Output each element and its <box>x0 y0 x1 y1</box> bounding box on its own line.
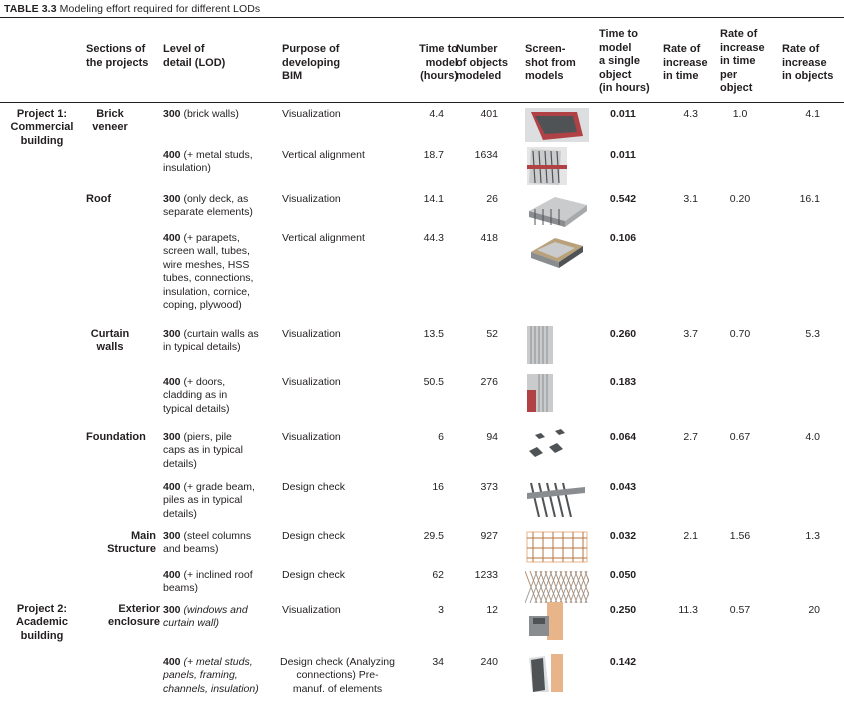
lod-description: screen wall, tubes, <box>163 245 250 258</box>
header-purpose <box>282 43 372 84</box>
project-label <box>0 603 84 643</box>
single-cell: 0.183 <box>609 376 637 388</box>
header-screenshot <box>525 43 585 84</box>
lod-level: 400 <box>163 569 181 581</box>
project-label <box>0 108 84 148</box>
lod-description: (curtain walls as <box>183 328 259 340</box>
header-single-line: model <box>599 41 632 54</box>
lod-description: (brick walls) <box>183 108 239 120</box>
rate-obj-cell: 4.1 <box>805 108 820 120</box>
section-label <box>86 193 146 206</box>
lod-cell <box>163 656 281 696</box>
purpose-cell-line: Visualization <box>282 431 341 443</box>
objects-cell: 52 <box>486 328 498 340</box>
purpose-cell-line: manuf. of elements <box>292 682 383 695</box>
header-screenshot-line: shot from <box>525 56 576 69</box>
lod-line <box>163 604 281 617</box>
objects-cell: 94 <box>486 431 498 443</box>
time-cell: 44.3 <box>423 232 444 244</box>
single-cell: 0.106 <box>609 232 637 244</box>
roof-beams-render <box>525 567 589 605</box>
steel-frame-render <box>525 528 589 566</box>
section-label-line: Roof <box>86 193 112 205</box>
lod-description: (+ parapets, <box>183 232 240 244</box>
objects-cell: 26 <box>486 193 498 205</box>
lod-level: 300 <box>163 604 181 616</box>
header-objects-line: Number <box>456 43 498 55</box>
lod-line <box>163 376 281 389</box>
lod-cell <box>163 108 281 121</box>
lod-cell <box>163 481 281 521</box>
lod-level: 400 <box>163 481 181 493</box>
lod-description: curtain wall) <box>163 617 220 630</box>
purpose-cell <box>282 431 397 444</box>
section-label <box>86 431 166 444</box>
lod-line <box>163 206 281 219</box>
rate-per-cell: 1.0 <box>732 108 748 120</box>
header-rate-per-line: Rate of <box>720 28 758 40</box>
lod-description: channels, insulation) <box>163 682 259 695</box>
lod-description: (windows and <box>183 604 248 616</box>
header-rate-obj-line: Rate of <box>782 43 820 55</box>
lod-level: 300 <box>163 108 181 120</box>
lod-description: (only deck, as <box>183 193 249 205</box>
top-rule <box>0 17 844 18</box>
header-rate-per-line: object <box>720 82 753 94</box>
header-rate-obj <box>782 43 842 84</box>
header-lod-line: detail (LOD) <box>163 56 226 69</box>
rate-per-cell: 0.67 <box>729 431 751 443</box>
time-cell: 4.4 <box>429 108 444 120</box>
purpose-cell <box>282 530 397 543</box>
lod-line <box>163 389 281 402</box>
time-cell: 34 <box>432 656 444 668</box>
lod-line <box>163 193 281 206</box>
lod-level: 400 <box>163 656 181 668</box>
lod-level: 300 <box>163 328 181 340</box>
header-single-line: Time to <box>599 28 638 40</box>
time-cell: 50.5 <box>423 376 444 388</box>
lod-line <box>163 245 281 258</box>
single-cell: 0.043 <box>609 481 637 493</box>
rate-time-cell: 2.7 <box>683 431 698 443</box>
header-time-line: Time to <box>419 43 458 55</box>
single-cell: 0.250 <box>609 604 637 616</box>
lod-description: separate elements) <box>163 206 253 219</box>
objects-cell: 240 <box>480 656 498 668</box>
objects-cell: 373 <box>480 481 498 493</box>
purpose-cell <box>282 232 397 245</box>
header-purpose-line: BIM <box>282 70 303 82</box>
lod-description: panels, framing, <box>163 669 238 682</box>
lod-description: wire meshes, HSS <box>163 258 250 271</box>
table-title: Modeling effort required for different LODs <box>56 3 261 15</box>
rate-per-cell: 0.57 <box>729 604 751 616</box>
purpose-cell-line: Vertical alignment <box>282 232 365 244</box>
header-lod-line: Level of <box>163 43 205 55</box>
section-label-line: Curtain <box>90 328 130 340</box>
purpose-cell-line: Visualization <box>282 108 341 120</box>
brick-wall-render <box>525 106 589 144</box>
rate-obj-cell: 16.1 <box>799 193 820 205</box>
header-single <box>599 28 663 96</box>
section-label-line: veneer <box>92 121 128 134</box>
header-sections <box>86 43 166 70</box>
lod-description: insulation, cornice, <box>163 285 250 298</box>
lod-cell <box>163 232 281 312</box>
project-label-line: building <box>20 629 64 642</box>
grade-beam-render <box>525 479 589 517</box>
lod-description: (+ metal studs, <box>183 149 253 161</box>
single-cell: 0.050 <box>609 569 637 581</box>
section-label-line: enclosure <box>108 616 160 629</box>
objects-cell: 1233 <box>474 569 498 581</box>
lod-line <box>163 403 281 416</box>
lod-line <box>163 494 281 507</box>
rate-time-cell: 4.3 <box>683 108 698 120</box>
single-cell: 0.142 <box>609 656 637 668</box>
rate-per-cell: 0.70 <box>729 328 751 340</box>
lod-description: (+ grade beam, <box>183 481 255 493</box>
roof-detail-render <box>525 230 589 268</box>
section-label <box>86 530 156 557</box>
header-single-line: a single <box>599 55 640 67</box>
header-rate-per <box>720 28 776 96</box>
lod-line <box>163 569 281 582</box>
lod-description: tubes, connections, <box>163 272 254 285</box>
window-render <box>525 602 589 640</box>
header-rate-obj-line: increase <box>782 56 827 69</box>
lod-cell <box>163 530 281 557</box>
time-cell: 3 <box>438 604 444 616</box>
lod-line <box>163 286 281 299</box>
time-cell: 6 <box>438 431 444 443</box>
purpose-cell-line: Visualization <box>282 376 341 388</box>
metal-studs-render <box>525 147 589 185</box>
lod-line <box>163 299 281 312</box>
header-rule <box>0 102 844 103</box>
header-rate-time-line: Rate of <box>663 43 701 55</box>
header-time <box>402 43 458 84</box>
header-screenshot-line: models <box>525 70 564 82</box>
lod-line <box>163 543 281 556</box>
lod-level: 300 <box>163 193 181 205</box>
objects-cell: 401 <box>480 108 498 120</box>
pile-caps-render <box>525 429 589 467</box>
lod-description: typical details) <box>163 402 230 415</box>
lod-cell <box>163 569 281 596</box>
lod-line <box>163 232 281 245</box>
table-number: TABLE 3.3 <box>4 3 57 15</box>
header-rate-obj-line: in objects <box>782 70 834 82</box>
single-cell: 0.260 <box>609 328 637 340</box>
single-cell: 0.032 <box>609 530 637 542</box>
lod-line <box>163 431 281 444</box>
purpose-cell-line: Design check <box>282 530 346 542</box>
purpose-cell-line: Vertical alignment <box>282 149 365 161</box>
lod-line <box>163 617 281 630</box>
curtain-wall-doors-render <box>525 374 589 412</box>
time-cell: 18.7 <box>423 149 444 161</box>
lod-description: details) <box>163 457 197 470</box>
time-cell: 14.1 <box>423 193 444 205</box>
purpose-cell-line: Design check (Analyzing <box>280 656 395 668</box>
lod-description: (+ doors, <box>183 376 226 388</box>
rate-time-cell: 3.7 <box>683 328 698 340</box>
header-screenshot-line: Screen- <box>525 43 566 55</box>
purpose-cell <box>282 604 397 617</box>
rate-time-cell: 11.3 <box>678 604 698 616</box>
objects-cell: 418 <box>480 232 498 244</box>
single-cell: 0.064 <box>609 431 637 443</box>
section-label-line: Foundation <box>86 431 146 443</box>
objects-cell: 276 <box>480 376 498 388</box>
lod-line <box>163 656 281 669</box>
objects-cell: 12 <box>486 604 498 616</box>
purpose-cell <box>282 481 397 494</box>
time-cell: 16 <box>432 481 444 493</box>
section-label <box>86 603 160 630</box>
lod-line <box>163 341 281 354</box>
lod-description: caps as in typical <box>163 444 243 457</box>
project-label-line: Project 1: <box>16 108 68 120</box>
objects-cell: 927 <box>480 530 498 542</box>
header-rate-per-line: per <box>720 68 738 81</box>
section-label-line: Main <box>130 530 156 542</box>
lod-level: 400 <box>163 149 181 161</box>
header-purpose-line: developing <box>282 56 341 69</box>
purpose-cell-line: Visualization <box>282 604 341 616</box>
lod-description: insulation) <box>163 162 211 175</box>
section-label-line: Structure <box>107 543 156 556</box>
rate-obj-cell: 20 <box>808 604 820 616</box>
roof-deck-render <box>525 191 589 229</box>
section-label-line: Exterior <box>118 603 160 615</box>
lod-line <box>163 149 281 162</box>
lod-line <box>163 328 281 341</box>
lod-cell <box>163 376 281 416</box>
lod-line <box>163 582 281 595</box>
lod-cell <box>163 149 281 176</box>
lod-level: 300 <box>163 431 181 443</box>
lod-description: (+ inclined roof <box>183 569 253 581</box>
header-single-line: object <box>599 68 632 81</box>
header-objects-line: of objects <box>456 56 508 69</box>
purpose-cell <box>282 193 397 206</box>
single-cell: 0.011 <box>610 149 636 161</box>
lod-cell <box>163 328 281 355</box>
header-time-line: (hours) <box>420 70 458 82</box>
lod-description: cladding as in <box>163 389 228 402</box>
section-label <box>86 328 134 355</box>
project-label-line: Project 2: <box>16 603 68 615</box>
lod-line <box>163 458 281 471</box>
rate-time-cell: 2.1 <box>683 530 698 542</box>
header-rate-per-line: in time <box>720 55 756 67</box>
rate-obj-cell: 4.0 <box>805 431 820 443</box>
purpose-cell <box>282 376 397 389</box>
project-label-line: building <box>20 134 64 147</box>
lod-description: and beams) <box>163 543 219 556</box>
header-time-line: model <box>425 56 458 69</box>
section-label-line: Brick <box>96 108 124 120</box>
time-cell: 29.5 <box>423 530 444 542</box>
lod-line <box>163 108 281 121</box>
purpose-cell-line: Visualization <box>282 193 341 205</box>
rate-per-cell: 0.20 <box>729 193 751 205</box>
purpose-cell <box>282 149 397 162</box>
section-label <box>86 108 134 135</box>
purpose-cell-line: Visualization <box>282 328 341 340</box>
purpose-cell-line: connections) Pre- <box>296 669 379 682</box>
lod-line <box>163 508 281 521</box>
purpose-cell <box>282 108 397 121</box>
rate-per-cell: 1.56 <box>729 530 751 542</box>
single-cell: 0.542 <box>609 193 637 205</box>
lod-line <box>163 259 281 272</box>
lod-line <box>163 669 281 682</box>
rate-time-cell: 3.1 <box>683 193 698 205</box>
lod-description: (piers, pile <box>183 431 232 443</box>
lod-line <box>163 683 281 696</box>
lod-line <box>163 481 281 494</box>
header-sections-line: Sections of <box>86 43 146 55</box>
project-label-line: Academic <box>16 616 68 629</box>
header-single-line: (in hours) <box>599 82 650 94</box>
lod-description: piles as in typical <box>163 494 243 507</box>
time-cell: 13.5 <box>423 328 444 340</box>
lod-line <box>163 444 281 457</box>
header-purpose-line: Purpose of <box>282 43 340 55</box>
lod-level: 400 <box>163 232 181 244</box>
header-rate-time-line: increase <box>663 56 708 69</box>
curtain-wall-render <box>525 326 589 364</box>
header-rate-time <box>663 43 719 84</box>
purpose-cell <box>282 328 397 341</box>
time-cell: 62 <box>432 569 444 581</box>
header-rate-per-line: increase <box>720 41 765 54</box>
purpose-cell-line: Design check <box>282 481 346 493</box>
lod-line <box>163 272 281 285</box>
purpose-cell-line: Design check <box>282 569 346 581</box>
header-sections-line: the projects <box>86 56 149 69</box>
lod-cell <box>163 193 281 220</box>
lod-description: (steel columns <box>183 530 252 542</box>
section-label-line: walls <box>96 341 124 354</box>
lod-description: (+ metal studs, <box>183 656 253 668</box>
lod-line <box>163 530 281 543</box>
lod-description: details) <box>163 507 197 520</box>
lod-level: 400 <box>163 376 181 388</box>
lod-description: in typical details) <box>163 341 241 354</box>
lod-cell <box>163 431 281 471</box>
purpose-cell <box>280 656 395 696</box>
single-cell: 0.011 <box>610 108 636 120</box>
lod-cell <box>163 604 281 631</box>
lod-description: beams) <box>163 582 199 595</box>
lod-level: 300 <box>163 530 181 542</box>
header-lod <box>163 43 273 70</box>
rate-obj-cell: 5.3 <box>805 328 820 340</box>
table-caption <box>4 3 260 15</box>
objects-cell: 1634 <box>474 149 498 161</box>
project-label-line: Commercial <box>10 121 74 134</box>
lod-line <box>163 162 281 175</box>
enclosure-panel-render <box>525 654 589 692</box>
lod-description: coping, plywood) <box>163 299 242 312</box>
header-rate-time-line: in time <box>663 70 699 82</box>
rate-obj-cell: 1.3 <box>805 530 820 542</box>
header-objects <box>456 43 526 84</box>
header-objects-line: modeled <box>456 70 502 82</box>
purpose-cell <box>282 569 397 582</box>
